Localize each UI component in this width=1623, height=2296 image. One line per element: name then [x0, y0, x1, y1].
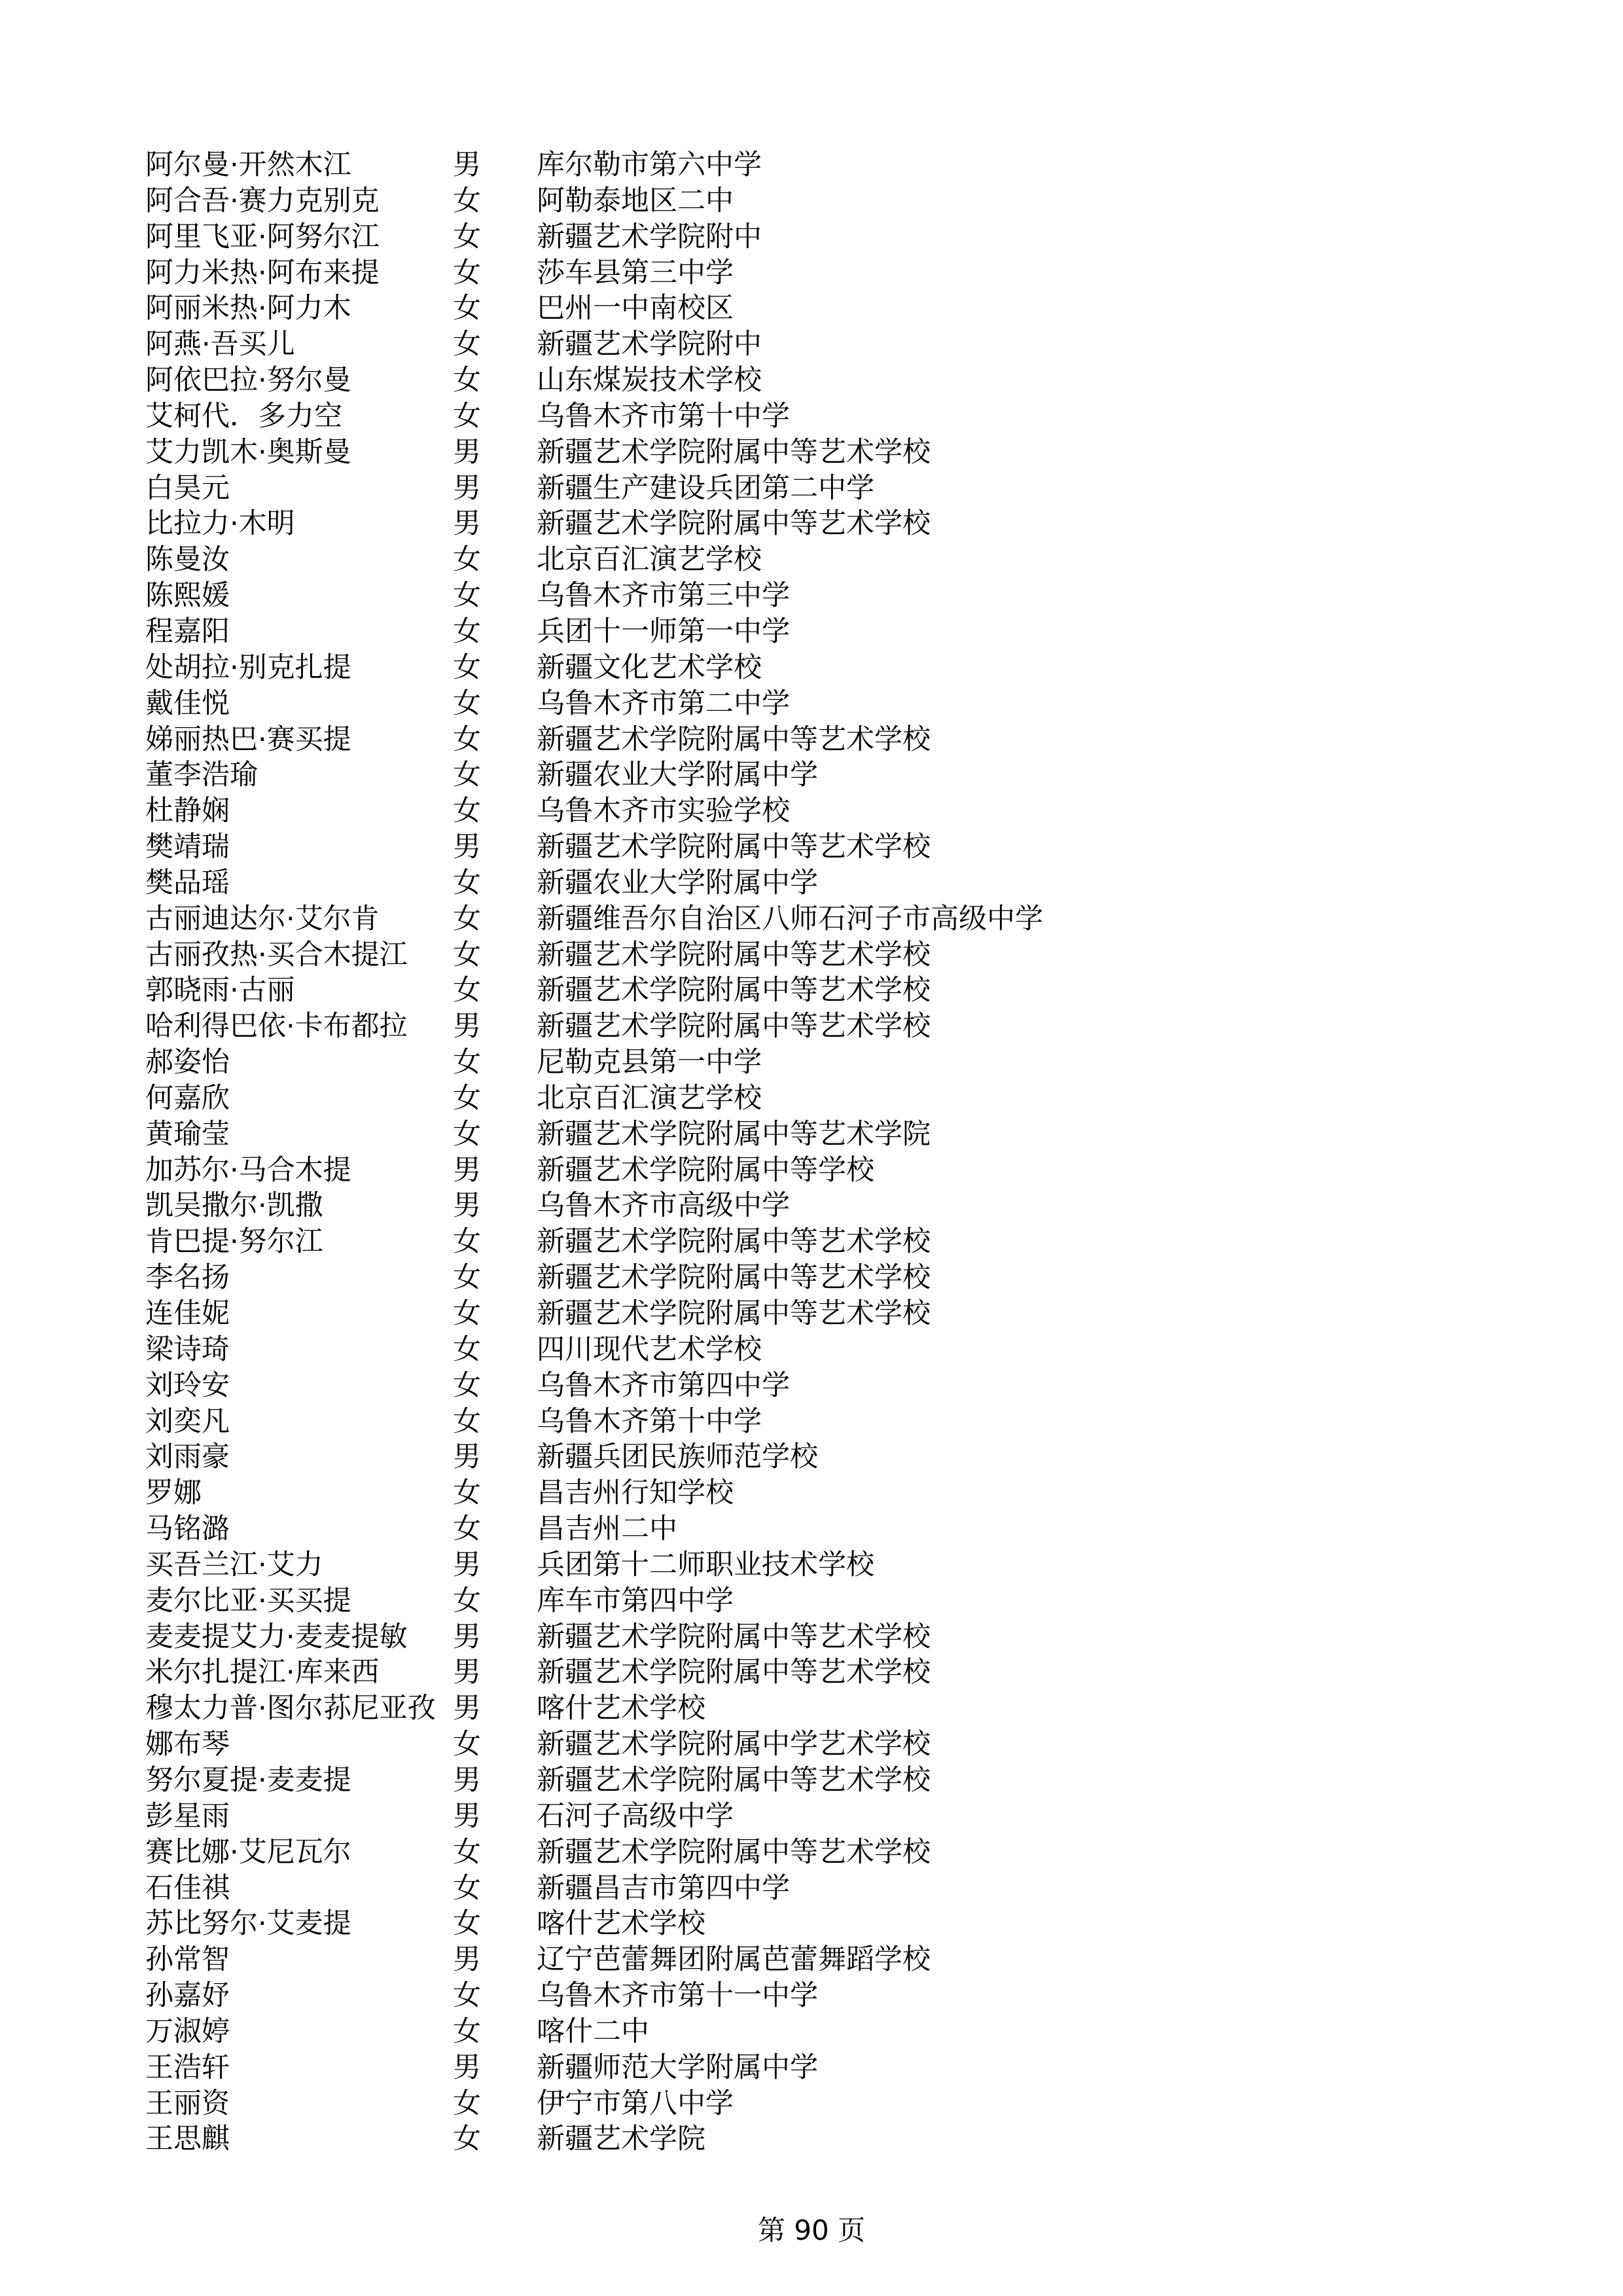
student-name: 肯巴提·努尔江: [145, 1225, 323, 1259]
table-row: [145, 1368, 1493, 1404]
student-sex: 男: [453, 1010, 481, 1043]
table-row: [145, 793, 1493, 829]
student-name: 阿里飞亚·阿努尔江: [145, 220, 380, 253]
student-sex: 女: [453, 2087, 481, 2120]
student-school: 乌鲁木齐市实验学校: [537, 795, 790, 828]
student-school: 乌鲁木齐市第二中学: [537, 687, 790, 720]
table-row: [145, 1619, 1493, 1655]
student-sex: 女: [453, 579, 481, 613]
student-school: 石河子高级中学: [537, 1799, 734, 1833]
student-name: 苏比努尔·艾麦提: [145, 1907, 351, 1941]
student-school: 新疆艺术学院附属中等艺术学校: [537, 435, 931, 469]
table-row: [145, 650, 1493, 686]
table-row: [145, 1835, 1493, 1871]
student-sex: 男: [453, 1763, 481, 1797]
student-school: 新疆艺术学院附属中等艺术学院: [537, 1117, 931, 1151]
student-name: 古丽孜热·买合木提江: [145, 938, 408, 971]
table-row: [145, 2050, 1493, 2086]
student-name: 王浩轩: [145, 2051, 230, 2084]
student-sex: 女: [453, 543, 481, 577]
student-name: 阿依巴拉·努尔曼: [145, 364, 351, 397]
table-row: [145, 1906, 1493, 1942]
table-row: [145, 937, 1493, 973]
student-name: 买吾兰江·艾力: [145, 1548, 323, 1581]
student-name: 比拉力·木明: [145, 507, 295, 541]
student-sex: 女: [453, 759, 481, 792]
student-name: 戴佳悦: [145, 687, 230, 720]
student-sex: 男: [453, 1620, 481, 1653]
student-sex: 女: [453, 1046, 481, 1079]
table-row: [145, 1799, 1493, 1835]
page-number: 第 90 页: [757, 2214, 866, 2246]
student-name: 王思麒: [145, 2123, 230, 2156]
student-school: 喀什艺术学校: [537, 1907, 705, 1941]
student-school: 新疆艺术学院附属中等艺术学校: [537, 1656, 931, 1689]
student-school: 新疆艺术学院附属中等艺术学校: [537, 1835, 931, 1869]
student-sex: 男: [453, 149, 481, 181]
student-name: 阿丽米热·阿力木: [145, 292, 351, 325]
student-sex: 男: [453, 2051, 481, 2084]
student-sex: 女: [453, 2015, 481, 2048]
student-name: 阿力米热·阿布来提: [145, 256, 380, 289]
student-school: 尼勒克县第一中学: [537, 1046, 762, 1079]
table-row: [145, 1763, 1493, 1799]
student-school: 四川现代艺术学校: [537, 1333, 762, 1366]
table-row: [145, 1475, 1493, 1511]
student-school: 新疆艺术学院附属中等艺术学校: [537, 507, 931, 541]
student-name: 孙常智: [145, 1943, 230, 1977]
table-row: [145, 614, 1493, 650]
student-name: 程嘉阳: [145, 615, 230, 648]
student-sex: 女: [453, 328, 481, 361]
student-sex: 女: [453, 1261, 481, 1295]
student-school: 新疆师范大学附属中学: [537, 2051, 818, 2084]
student-sex: 女: [453, 938, 481, 971]
student-name: 阿合吾·赛力克别克: [145, 184, 380, 217]
student-name: 王丽资: [145, 2087, 230, 2120]
student-sex: 男: [453, 1692, 481, 1725]
student-sex: 男: [453, 507, 481, 541]
student-sex: 女: [453, 399, 481, 433]
table-row: [145, 2121, 1493, 2157]
student-sex: 男: [453, 1441, 481, 1474]
student-sex: 男: [453, 1189, 481, 1223]
table-row: [145, 757, 1493, 793]
student-school: 新疆艺术学院附属中等艺术学校: [537, 723, 931, 756]
table-row: [145, 1871, 1493, 1907]
student-sex: 女: [453, 1225, 481, 1259]
student-school: 昌吉州行知学校: [537, 1477, 734, 1510]
student-name: 郝姿怡: [145, 1046, 230, 1079]
table-row: [145, 686, 1493, 722]
student-name: 何嘉欣: [145, 1081, 230, 1115]
student-school: 新疆维吾尔自治区八师石河子市高级中学: [537, 902, 1043, 935]
student-school: 乌鲁木齐市第四中学: [537, 1369, 790, 1402]
table-row: [145, 1081, 1493, 1117]
table-row: [145, 1511, 1493, 1547]
student-school: 辽宁芭蕾舞团附属芭蕾舞蹈学校: [537, 1943, 931, 1977]
student-school: 新疆艺术学院附中: [537, 328, 762, 361]
student-sex: 女: [453, 651, 481, 684]
table-row: [145, 435, 1493, 471]
student-sex: 女: [453, 1979, 481, 2013]
student-school: 莎车县第三中学: [537, 256, 734, 289]
student-name: 陈曼汝: [145, 543, 230, 577]
student-school: 新疆艺术学院附属中等艺术学校: [537, 974, 931, 1007]
student-name: 娜布琴: [145, 1728, 230, 1761]
student-school: 兵团十一师第一中学: [537, 615, 790, 648]
student-school: 巴州一中南校区: [537, 292, 734, 325]
student-name: 努尔夏提·麦麦提: [145, 1763, 351, 1797]
table-row: [145, 973, 1493, 1009]
student-name: 艾力凯木·奥斯曼: [145, 435, 351, 469]
table-row: [145, 506, 1493, 542]
student-sex: 女: [453, 2123, 481, 2156]
student-name: 孙嘉妤: [145, 1979, 230, 2013]
student-name: 加苏尔·马合木提: [145, 1153, 351, 1187]
student-name: 石佳祺: [145, 1871, 230, 1905]
student-sex: 女: [453, 795, 481, 828]
student-sex: 女: [453, 687, 481, 720]
table-row: [145, 219, 1493, 255]
student-name: 陈熙媛: [145, 579, 230, 613]
table-row: [145, 1117, 1493, 1153]
table-row: [145, 1009, 1493, 1045]
student-school: 新疆艺术学院附属中等艺术学校: [537, 831, 931, 864]
student-name: 连佳妮: [145, 1297, 230, 1330]
student-sex: 男: [453, 1943, 481, 1977]
table-row: [145, 147, 1493, 183]
student-sex: 男: [453, 1656, 481, 1689]
student-name: 凯吴撒尔·凯撒: [145, 1189, 323, 1223]
student-name: 马铭潞: [145, 1513, 230, 1546]
student-list: [145, 147, 1493, 2157]
table-row: [145, 1547, 1493, 1583]
table-row: [145, 1583, 1493, 1619]
student-name: 刘奕凡: [145, 1405, 230, 1438]
table-row: [145, 327, 1493, 363]
student-school: 库车市第四中学: [537, 1584, 734, 1617]
student-sex: 女: [453, 364, 481, 397]
student-name: 麦尔比亚·买买提: [145, 1584, 351, 1617]
student-school: 阿勒泰地区二中: [537, 184, 734, 217]
student-school: 乌鲁木齐市高级中学: [537, 1189, 790, 1223]
table-row: [145, 363, 1493, 399]
student-school: 新疆艺术学院附属中等艺术学校: [537, 1620, 931, 1653]
student-name: 董李浩瑜: [145, 759, 258, 792]
student-name: 李名扬: [145, 1261, 230, 1295]
student-school: 昌吉州二中: [537, 1513, 677, 1546]
student-sex: 女: [453, 1907, 481, 1941]
student-sex: 女: [453, 1333, 481, 1366]
student-school: 乌鲁木齐市第三中学: [537, 579, 790, 613]
student-school: 新疆农业大学附属中学: [537, 866, 818, 899]
table-row: [145, 399, 1493, 435]
student-name: 罗娜: [145, 1477, 202, 1510]
table-row: [145, 829, 1493, 865]
student-sex: 女: [453, 866, 481, 899]
student-name: 杜静娴: [145, 795, 230, 828]
student-sex: 女: [453, 902, 481, 935]
table-row: [145, 1727, 1493, 1763]
student-sex: 女: [453, 292, 481, 325]
table-row: [145, 1978, 1493, 2014]
student-school: 北京百汇演艺学校: [537, 1081, 762, 1115]
student-school: 乌鲁木齐市第十中学: [537, 399, 790, 433]
student-school: 新疆昌吉市第四中学: [537, 1871, 790, 1905]
table-row: [145, 1153, 1493, 1189]
table-row: [145, 1045, 1493, 1081]
table-row: [145, 1404, 1493, 1440]
student-name: 哈利得巴依·卡布都拉: [145, 1010, 408, 1043]
student-sex: 女: [453, 220, 481, 253]
student-school: 新疆艺术学院附属中学艺术学校: [537, 1728, 931, 1761]
student-name: 樊靖瑞: [145, 831, 230, 864]
student-sex: 男: [453, 435, 481, 469]
table-row: [145, 901, 1493, 937]
table-row: [145, 1188, 1493, 1224]
student-school: 库尔勒市第六中学: [537, 149, 762, 181]
table-row: [145, 1439, 1493, 1475]
student-school: 乌鲁木齐第十中学: [537, 1405, 762, 1438]
student-school: 兵团第十二师职业技术学校: [537, 1548, 874, 1581]
student-name: 刘雨豪: [145, 1441, 230, 1474]
student-sex: 女: [453, 1081, 481, 1115]
student-sex: 女: [453, 1405, 481, 1438]
table-row: [145, 471, 1493, 507]
student-school: 新疆艺术学院: [537, 2123, 705, 2156]
student-sex: 女: [453, 1835, 481, 1869]
student-name: 赛比娜·艾尼瓦尔: [145, 1835, 351, 1869]
student-sex: 女: [453, 974, 481, 1007]
student-sex: 男: [453, 1799, 481, 1833]
student-sex: 男: [453, 831, 481, 864]
student-school: 新疆文化艺术学校: [537, 651, 762, 684]
student-name: 穆太力普·图尔荪尼亚孜: [145, 1692, 436, 1725]
student-sex: 女: [453, 1513, 481, 1546]
student-name: 黄瑜莹: [145, 1117, 230, 1151]
student-school: 新疆艺术学院附属中等艺术学校: [537, 1261, 931, 1295]
table-row: [145, 1655, 1493, 1691]
student-name: 郭晓雨·古丽: [145, 974, 295, 1007]
student-name: 阿尔曼·开然木江: [145, 149, 351, 181]
table-row: [145, 1224, 1493, 1260]
table-row: [145, 542, 1493, 578]
student-school: 新疆艺术学院附属中等艺术学校: [537, 1297, 931, 1330]
table-row: [145, 722, 1493, 758]
student-school: 乌鲁木齐市第十一中学: [537, 1979, 818, 2013]
table-row: [145, 865, 1493, 901]
student-sex: 女: [453, 184, 481, 217]
student-sex: 女: [453, 256, 481, 289]
student-school: 新疆兵团民族师范学校: [537, 1441, 818, 1474]
student-name: 古丽迪达尔·艾尔肯: [145, 902, 380, 935]
table-row: [145, 1296, 1493, 1332]
table-row: [145, 291, 1493, 327]
student-school: 新疆艺术学院附属中等艺术学校: [537, 1225, 931, 1259]
student-school: 北京百汇演艺学校: [537, 543, 762, 577]
student-school: 喀什二中: [537, 2015, 649, 2048]
student-name: 万淑婷: [145, 2015, 230, 2048]
student-school: 新疆农业大学附属中学: [537, 759, 818, 792]
student-name: 彭星雨: [145, 1799, 230, 1833]
student-name: 米尔扎提江·库来西: [145, 1656, 380, 1689]
student-name: 娣丽热巴·赛买提: [145, 723, 351, 756]
student-name: 刘玲安: [145, 1369, 230, 1402]
table-row: [145, 1260, 1493, 1296]
table-row: [145, 2086, 1493, 2122]
student-sex: 女: [453, 1477, 481, 1510]
student-sex: 女: [453, 1871, 481, 1905]
table-row: [145, 183, 1493, 219]
student-name: 樊品瑶: [145, 866, 230, 899]
student-school: 山东煤炭技术学校: [537, 364, 762, 397]
student-sex: 女: [453, 723, 481, 756]
table-row: [145, 1691, 1493, 1727]
table-row: [145, 578, 1493, 614]
table-row: [145, 255, 1493, 291]
student-name: 阿燕·吾买儿: [145, 328, 295, 361]
student-sex: 女: [453, 1584, 481, 1617]
table-row: [145, 1332, 1493, 1368]
student-school: 新疆艺术学院附属中等学校: [537, 1153, 874, 1187]
student-school: 新疆艺术学院附中: [537, 220, 762, 253]
student-school: 新疆艺术学院附属中等艺术学校: [537, 1010, 931, 1043]
student-name: 麦麦提艾力·麦麦提敏: [145, 1620, 408, 1653]
student-sex: 女: [453, 1117, 481, 1151]
student-name: 梁诗琦: [145, 1333, 230, 1366]
student-sex: 女: [453, 1369, 481, 1402]
student-school: 新疆艺术学院附属中等艺术学校: [537, 938, 931, 971]
student-sex: 女: [453, 1297, 481, 1330]
student-sex: 男: [453, 471, 481, 505]
table-row: [145, 1942, 1493, 1978]
student-school: 新疆生产建设兵团第二中学: [537, 471, 874, 505]
student-school: 喀什艺术学校: [537, 1692, 705, 1725]
student-sex: 女: [453, 1728, 481, 1761]
student-sex: 男: [453, 1548, 481, 1581]
student-sex: 女: [453, 615, 481, 648]
student-sex: 男: [453, 1153, 481, 1187]
student-name: 白昊元: [145, 471, 230, 505]
student-name: 处胡拉·别克扎提: [145, 651, 351, 684]
student-school: 新疆艺术学院附属中等艺术学校: [537, 1763, 931, 1797]
student-name: 艾柯代．多力空: [145, 399, 342, 433]
student-school: 伊宁市第八中学: [537, 2087, 734, 2120]
table-row: [145, 2014, 1493, 2050]
